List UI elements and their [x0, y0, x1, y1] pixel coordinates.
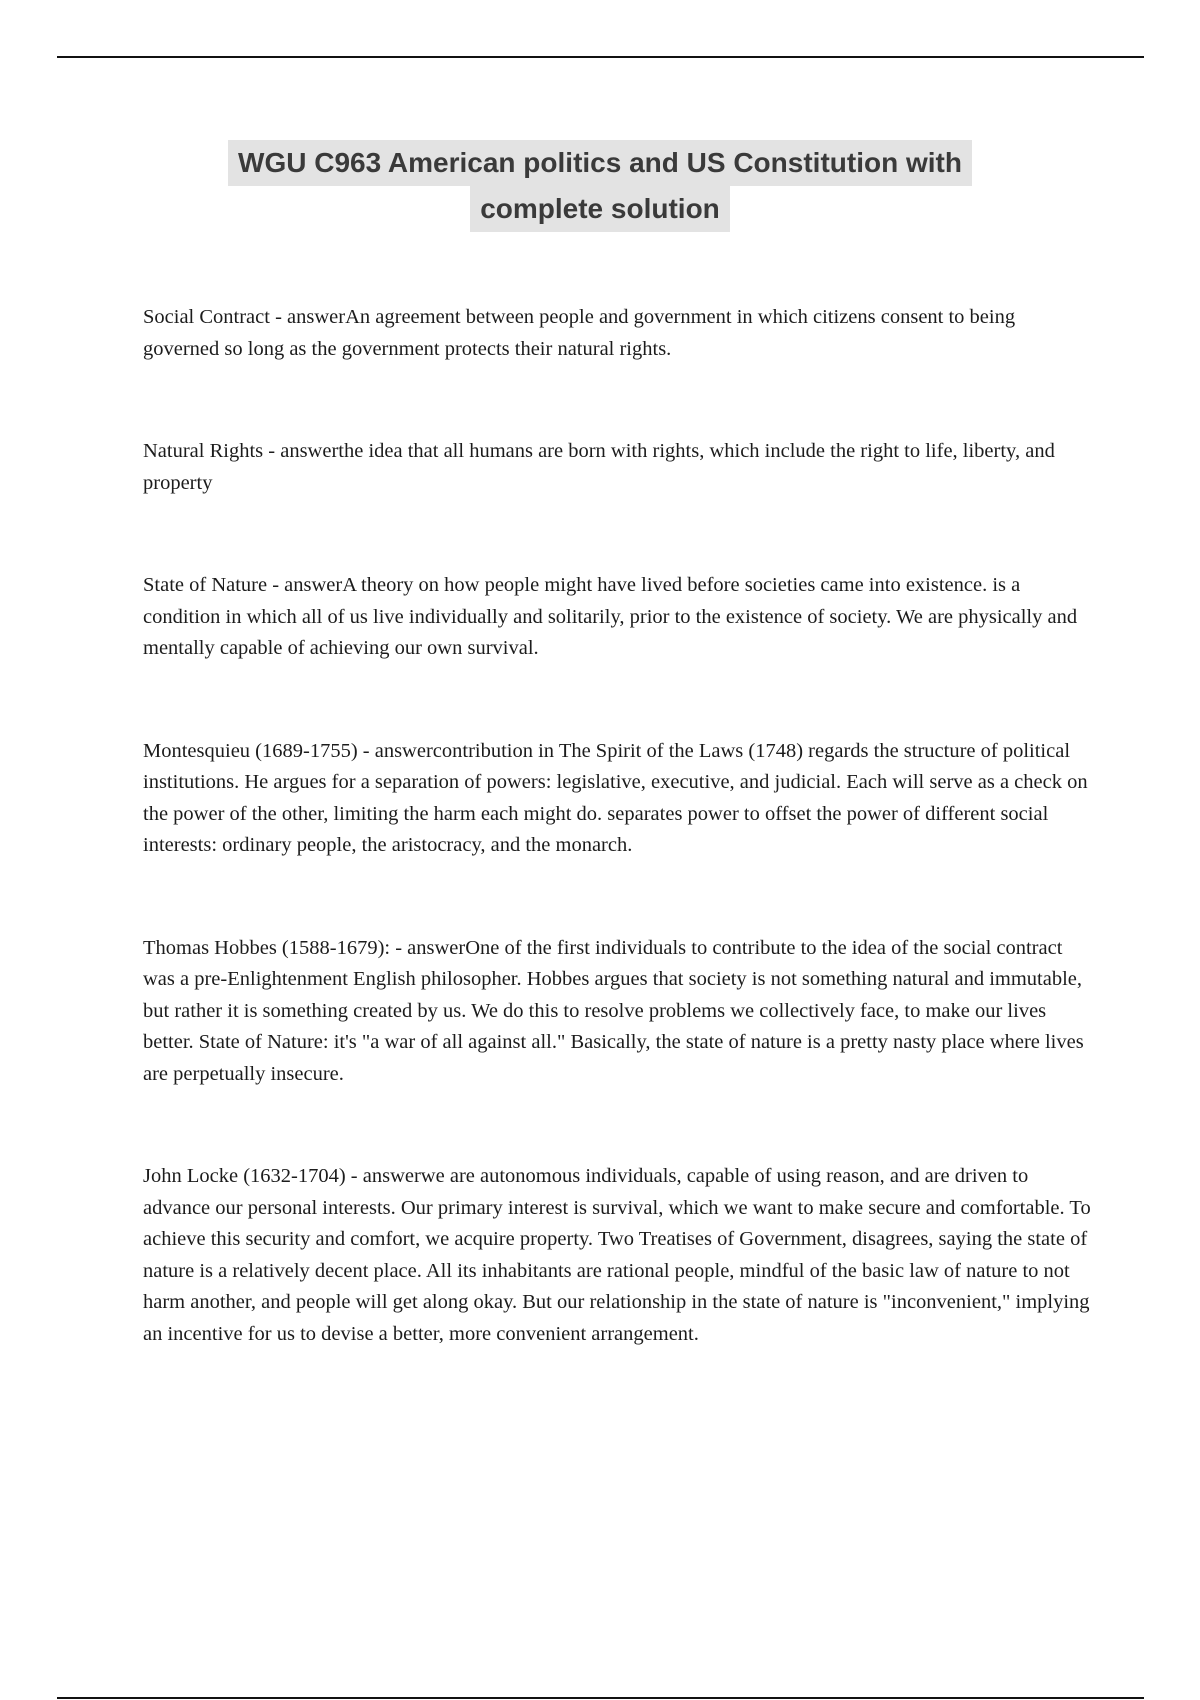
entry-john-locke: John Locke (1632-1704) - answerwe are autonomous individuals, capable of using reason, and are driven to advance our personal interests. Our primary interest is survival, which we want to make secure and comfortable. To achieve this security and comfort, we acquire property. Two Treatises of Government, disagrees, saying the state of nature is a relatively decent place. All its inhabitants are rational people, mindful of the basic law of nature to not harm another, and people will get along okay. But our relationship in the state of nature is "inconvenient," implying an incentive for us to devise a better, more convenient arrangement. — [143, 1165, 1091, 1345]
document-title — [0, 140, 1200, 232]
footer-rule — [57, 1697, 1144, 1699]
entry-state-of-nature: State of Nature - answerA theory on how people might have lived before societies came into existence. is a condition in which all of us live individually and solitarily, prior to the existence of society. We are physically and mentally capable of achieving our own survival. — [143, 574, 1078, 659]
entry-list — [143, 302, 1093, 1350]
entry-thomas-hobbes: Thomas Hobbes (1588-1679): - answerOne of the first individuals to contribute to the idea of the social contract was a pre-Enlightenment English philosopher. Hobbes argues that society is not something natural and immutable, but rather it is something created by us. We do this to resolve problems we collectively face, to make our lives better. State of Nature: it's "a war of all against all." Basically, the state of nature is a pretty nasty place where lives are perpetually insecure. — [143, 936, 1084, 1085]
header-rule — [57, 56, 1144, 58]
title-line-2: complete solution — [470, 186, 730, 232]
title-line-1: WGU C963 American politics and US Constitution with — [228, 140, 972, 186]
entry-natural-rights: Natural Rights - answerthe idea that all humans are born with rights, which include the right to life, liberty, and property — [143, 440, 1055, 494]
entry-social-contract: Social Contract - answerAn agreement between people and government in which citizens consent to being governed so long as the government protects their natural rights. — [143, 306, 1016, 360]
entry-montesquieu: Montesquieu (1689-1755) - answercontribution in The Spirit of the Laws (1748) regards the structure of political institutions. He argues for a separation of powers: legislative, executive, and judicial. Each will serve as a check on the power of the other, limiting the harm each might do. separates power to offset the power of different social interests: ordinary people, the aristocracy, and the monarch. — [143, 739, 1088, 856]
